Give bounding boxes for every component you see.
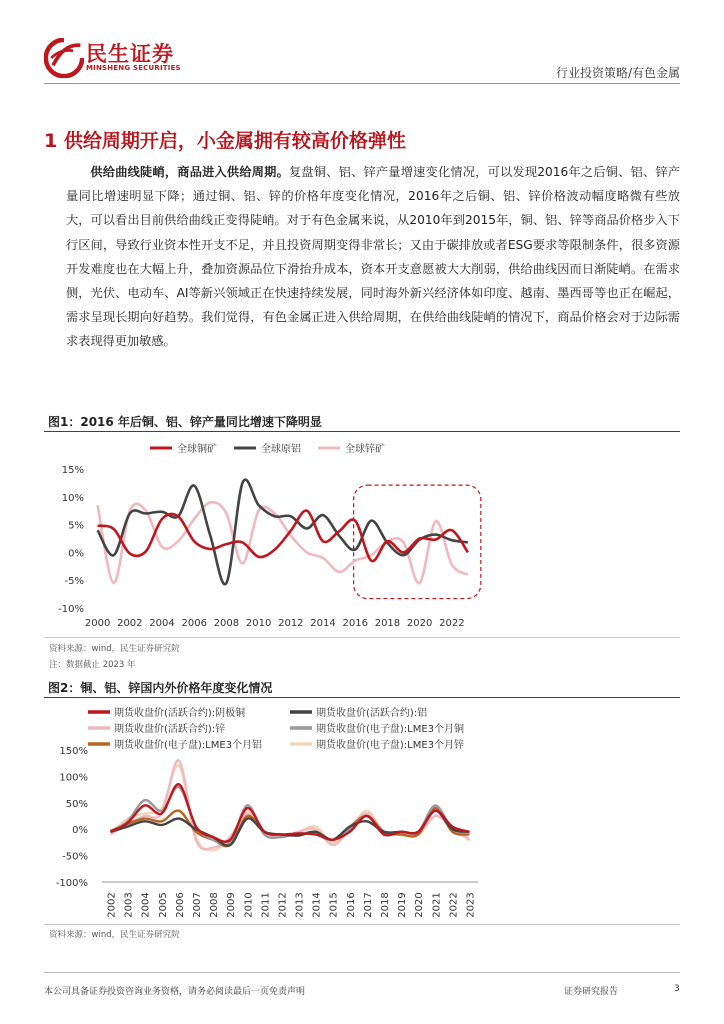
brand-name-en: MINSHENG SECURITIES <box>86 64 181 72</box>
series-line <box>111 808 470 846</box>
series-line <box>111 784 470 842</box>
series-line <box>98 511 468 562</box>
legend-label: 期货收盘价(电子盘):LME3个月铜 <box>316 724 465 735</box>
x-tick-label: 2002 <box>106 892 118 918</box>
figure1-title: 图1：2016 年后铜、铝、锌产量同比增速下降明显 <box>48 415 322 429</box>
x-tick-label: 2012 <box>278 618 304 629</box>
page-number: 3 <box>674 984 680 994</box>
y-tick-label: -50% <box>62 851 88 863</box>
x-tick-label: 2014 <box>310 618 336 629</box>
x-tick-label: 2020 <box>406 618 433 629</box>
brand-name: 民生证券 <box>86 42 174 66</box>
legend-label: 期货收盘价(电子盘):LME3个月锌 <box>316 740 465 751</box>
legend-label: 期货收盘价(活跃合约):铝 <box>316 708 428 719</box>
figure1-note: 注：数据截止 2023 年 <box>49 660 136 670</box>
footer-disclaimer: 本公司具备证券投资咨询业务资格，请务必阅读最后一页免责声明 <box>44 987 306 997</box>
x-tick-label: 2015 <box>328 892 340 918</box>
x-tick-label: 2021 <box>431 892 443 918</box>
x-tick-label: 2023 <box>465 892 477 918</box>
legend-label: 期货收盘价(活跃合约):阴极铜 <box>114 708 246 719</box>
x-tick-label: 2010 <box>245 618 272 629</box>
body-text: 复盘铜、铝、锌产量增速变化情况，可以发现2016年之后铜、铝、锌产量同比增速明显下降；通过铜、铝、锌的价格年度变化情况，2016年之后铜、铝、锌价格波动幅度略微有些放大，可以看出目前供给曲线正变得陡峭。对于有色金属来说，从2010年到2015年，铜、铝、锌等商品价格步入下行区间，导致行业资本性开支不足，并且投资周期变得非常长；又由于碳排放或者ESG要求等限制条件，很多资源开发难度也在大幅上升，叠加资源品位下滑抬升成本，资本开支意愿被大大削弱，供给曲线因而日渐陡峭。在需求侧，光伏、电动车、AI等新兴领域正在快速持续发展，同时海外新兴经济体如印度、越南、墨西哥等也正在崛起，需求呈现长期向好趋势。我们觉得，有色金属正进入供给周期，在供给曲线陡峭的情况下，商品价格会对于边际需求表现得更加敏感。 <box>66 165 680 349</box>
x-tick-label: 2002 <box>117 618 143 629</box>
section-title: 1 供给周期开启，小金属拥有较高价格弹性 <box>44 130 406 152</box>
x-tick-label: 2018 <box>374 618 401 629</box>
x-tick-label: 2011 <box>260 892 272 918</box>
x-tick-label: 2013 <box>294 892 306 918</box>
x-tick-label: 2014 <box>311 892 323 918</box>
x-tick-label: 2012 <box>277 892 289 918</box>
legend-label: 期货收盘价(活跃合约):锌 <box>114 724 226 735</box>
figure2-chart <box>44 698 680 920</box>
x-tick-label: 2018 <box>380 892 391 918</box>
x-tick-label: 2008 <box>213 618 240 629</box>
x-tick-label: 2003 <box>123 892 135 918</box>
x-tick-label: 2019 <box>397 892 409 918</box>
y-tick-label: 50% <box>65 798 88 810</box>
legend-label: 全球原铝 <box>261 444 301 455</box>
legend-label: 全球铜矿 <box>177 444 217 455</box>
y-tick-label: 100% <box>59 772 88 784</box>
lead-sentence: 供给曲线陡峭，商品进入供给周期。 <box>90 165 289 179</box>
x-tick-label: 2004 <box>140 892 152 918</box>
y-tick-label: -10% <box>58 604 84 615</box>
x-tick-label: 2022 <box>439 618 465 629</box>
x-tick-label: 2016 <box>342 618 368 629</box>
figure1-bottom-rule <box>44 637 680 638</box>
x-tick-label: 2022 <box>448 892 460 918</box>
x-tick-label: 2006 <box>174 892 186 918</box>
y-tick-label: 10% <box>61 492 84 504</box>
y-tick-label: 5% <box>68 520 84 532</box>
figure1-source: 资料来源：wind，民生证券研究院 <box>49 644 180 654</box>
x-tick-label: 2005 <box>157 892 169 918</box>
y-tick-label: 0% <box>68 548 84 560</box>
body-paragraph <box>66 160 680 354</box>
footer-divider <box>44 972 680 973</box>
x-tick-label: 2009 <box>226 892 238 918</box>
figure2-bottom-rule <box>44 924 680 925</box>
x-tick-label: 2006 <box>181 618 207 629</box>
y-tick-label: -5% <box>64 576 84 588</box>
figure2-source: 资料来源：wind，民生证券研究院 <box>49 930 180 940</box>
legend-label: 全球锌矿 <box>345 444 385 455</box>
y-tick-label: 150% <box>59 746 88 757</box>
x-tick-label: 2007 <box>192 892 203 918</box>
y-tick-label: 15% <box>61 465 84 476</box>
figure1-chart <box>44 432 680 632</box>
figure2-title: 图2：铜、铝、锌国内外价格年度变化情况 <box>48 681 273 695</box>
legend-label: 期货收盘价(电子盘):LME3个月铝 <box>114 740 263 751</box>
header-divider <box>44 83 680 84</box>
brand-logo-icon <box>44 38 84 78</box>
x-tick-label: 2017 <box>362 892 374 918</box>
report-category: 行业投资策略/有色金属 <box>555 66 680 80</box>
footer-report-type: 证券研究报告 <box>564 987 619 997</box>
series-line <box>111 811 470 846</box>
x-tick-label: 2008 <box>209 892 221 918</box>
x-tick-label: 2020 <box>414 892 426 918</box>
x-tick-label: 2004 <box>149 618 175 629</box>
x-tick-label: 2000 <box>84 618 111 629</box>
x-tick-label: 2010 <box>243 892 255 918</box>
y-tick-label: -100% <box>55 878 88 889</box>
y-tick-label: 0% <box>72 825 88 837</box>
x-tick-label: 2016 <box>345 892 357 918</box>
